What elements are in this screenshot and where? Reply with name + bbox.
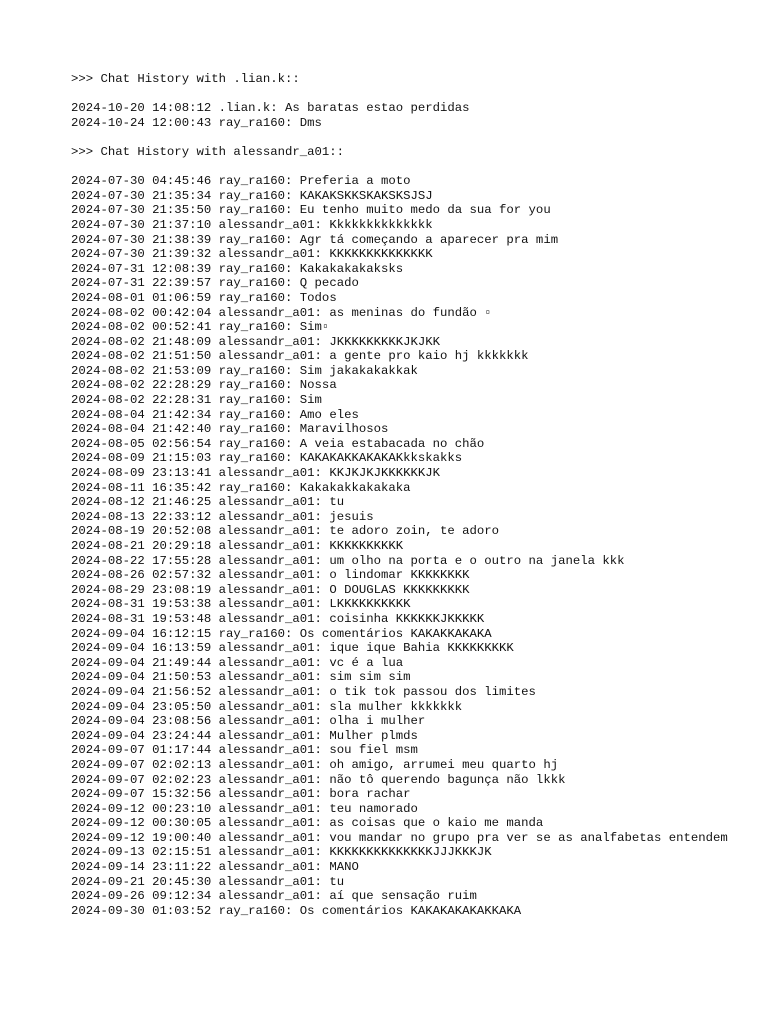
message-line: [71, 597, 751, 612]
message-timestamp: 2024-09-04 21:49:44: [71, 655, 212, 670]
message-timestamp: 2024-08-02 22:28:29: [71, 378, 212, 393]
message-line: [71, 670, 751, 685]
message-line: [71, 831, 751, 846]
message-author: alessandr_a01:: [218, 772, 322, 787]
message-line: [71, 481, 751, 496]
message-line: [71, 451, 751, 466]
message-text: jesuis: [329, 509, 374, 524]
blank-line: [71, 160, 751, 175]
message-author: alessandr_a01:: [218, 568, 322, 583]
message-author: alessandr_a01:: [218, 524, 322, 539]
message-line: [71, 714, 751, 729]
message-timestamp: 2024-08-29 23:08:19: [71, 582, 212, 597]
message-timestamp: 2024-08-12 21:46:25: [71, 495, 212, 510]
message-line: [71, 378, 751, 393]
message-line: [71, 364, 751, 379]
message-timestamp: 2024-09-21 20:45:30: [71, 874, 212, 889]
message-timestamp: 2024-09-07 02:02:23: [71, 772, 212, 787]
message-text: sim sim sim: [329, 670, 411, 685]
message-line: [71, 612, 751, 627]
message-line: [71, 860, 751, 875]
message-line: [71, 349, 751, 364]
message-timestamp: 2024-08-31 19:53:38: [71, 597, 212, 612]
message-text: ique ique Bahia KKKKKKKKK: [329, 641, 514, 656]
message-timestamp: 2024-08-09 21:15:03: [71, 451, 212, 466]
message-timestamp: 2024-09-12 19:00:40: [71, 830, 212, 845]
message-author: alessandr_a01:: [218, 743, 322, 758]
message-timestamp: 2024-08-21 20:29:18: [71, 539, 212, 553]
message-text: Sim▫: [299, 320, 330, 335]
message-line: [71, 816, 751, 831]
message-list: [71, 174, 751, 918]
message-author: ray_ra160:: [218, 276, 293, 291]
message-timestamp: 2024-09-12 00:30:05: [71, 816, 212, 831]
message-text: olha i mulher: [329, 714, 426, 729]
message-text: Kakakakkakakaka: [299, 480, 411, 495]
message-author: alessandr_a01:: [218, 655, 322, 670]
message-author: ray_ra160:: [218, 626, 293, 641]
message-text: bora rachar: [329, 787, 411, 802]
message-timestamp: 2024-08-02 00:42:04: [71, 305, 212, 320]
message-line: [71, 700, 751, 715]
message-text: coisinha KKKKKKJKKKKK: [329, 611, 485, 626]
message-text: aí que sensação ruim: [329, 889, 477, 904]
message-timestamp: 2024-07-30 21:39:32: [71, 247, 212, 262]
message-timestamp: 2024-08-09 23:13:41: [71, 466, 212, 481]
message-text: MANO: [329, 860, 359, 875]
message-author: ray_ra160:: [218, 436, 293, 451]
message-timestamp: 2024-09-07 02:02:13: [71, 757, 212, 772]
message-author: ray_ra160:: [218, 261, 293, 276]
message-line: [71, 554, 751, 569]
message-line: [71, 408, 751, 423]
message-timestamp: 2024-09-04 16:13:59: [71, 641, 212, 656]
message-author: alessandr_a01:: [218, 247, 322, 262]
blank-line: [71, 87, 751, 102]
message-text: Os comentários KAKAKKAKAKA: [299, 626, 492, 641]
message-timestamp: 2024-08-13 22:33:12: [71, 509, 212, 524]
message-author: alessandr_a01:: [218, 684, 322, 699]
message-line: [71, 568, 751, 583]
message-timestamp: 2024-07-30 21:38:39: [71, 232, 212, 247]
message-author: alessandr_a01:: [218, 757, 322, 772]
message-line: [71, 335, 751, 350]
message-line: [71, 656, 751, 671]
message-text: Os comentários KAKAKAKAKAKKAKA: [299, 903, 522, 918]
message-text: sou fiel msm: [329, 743, 418, 758]
message-text: sla mulher kkkkkkk: [329, 699, 463, 714]
message-timestamp: 2024-09-04 21:56:52: [71, 684, 212, 699]
message-text: Eu tenho muito medo da sua for you: [299, 203, 551, 218]
message-text: KKJKJKJKKKKKKJK: [329, 466, 441, 481]
message-line: [71, 422, 751, 437]
message-author: ray_ra160:: [218, 203, 293, 218]
message-author: alessandr_a01:: [218, 874, 322, 889]
message-author: alessandr_a01:: [218, 728, 322, 743]
message-line: [71, 276, 751, 291]
message-author: ray_ra160:: [218, 363, 293, 378]
message-author: .lian.k:: [218, 101, 278, 116]
message-line: [71, 773, 751, 788]
message-line: [71, 889, 751, 904]
message-text: Maravilhosos: [299, 422, 389, 437]
message-line: [71, 539, 751, 554]
message-timestamp: 2024-09-04 23:24:44: [71, 728, 212, 743]
message-author: alessandr_a01:: [218, 611, 322, 626]
message-text: vc é a lua: [329, 655, 404, 670]
message-timestamp: 2024-08-02 21:53:09: [71, 363, 212, 378]
message-author: ray_ra160:: [218, 320, 293, 335]
message-line: [71, 218, 751, 233]
message-line: [71, 787, 751, 802]
message-timestamp: 2024-07-31 22:39:57: [71, 276, 212, 291]
message-timestamp: 2024-08-02 00:52:41: [71, 320, 212, 335]
message-text: Nossa: [299, 378, 337, 393]
message-line: [71, 116, 751, 131]
message-author: alessandr_a01:: [218, 714, 322, 729]
message-timestamp: 2024-09-04 21:50:53: [71, 670, 212, 685]
message-author: alessandr_a01:: [218, 305, 322, 320]
message-text: O DOUGLAS KKKKKKKKK: [329, 582, 470, 597]
message-author: alessandr_a01:: [218, 845, 322, 860]
message-timestamp: 2024-08-31 19:53:48: [71, 611, 212, 626]
message-text: A veia estabacada no chão: [299, 436, 485, 451]
message-text: o lindomar KKKKKKKK: [329, 568, 470, 583]
message-text: KAKAKSKKSKAKSKSJSJ: [299, 188, 433, 203]
message-author: alessandr_a01:: [218, 641, 322, 656]
message-text: o tik tok passou dos limites: [329, 684, 536, 699]
message-text: a gente pro kaio hj kkkkkkk: [329, 349, 529, 364]
message-line: [71, 758, 751, 773]
message-timestamp: 2024-09-04 16:12:15: [71, 626, 212, 641]
message-timestamp: 2024-09-26 09:12:34: [71, 889, 212, 904]
message-timestamp: 2024-09-30 01:03:52: [71, 903, 212, 918]
message-timestamp: 2024-09-13 02:15:51: [71, 845, 212, 860]
message-text: tu: [329, 874, 345, 889]
message-text: JKKKKKKKKKJKJKK: [329, 334, 441, 349]
message-text: LKKKKKKKKKK: [329, 597, 411, 612]
message-text: Dms: [299, 115, 322, 130]
message-line: [71, 233, 751, 248]
message-text: não tô querendo bagunça não lkkk: [329, 772, 566, 787]
message-timestamp: 2024-08-02 22:28:31: [71, 393, 212, 408]
message-timestamp: 2024-09-04 23:08:56: [71, 714, 212, 729]
message-line: [71, 466, 751, 481]
message-author: ray_ra160:: [218, 290, 293, 305]
message-timestamp: 2024-07-30 21:35:34: [71, 188, 212, 203]
message-text: um olho na porta e o outro na janela kkk: [329, 553, 625, 568]
message-line: [71, 203, 751, 218]
message-text: Sim jakakakakkak: [299, 363, 418, 378]
message-timestamp: 2024-08-19 20:52:08: [71, 524, 212, 539]
message-line: [71, 743, 751, 758]
message-author: ray_ra160:: [218, 115, 293, 130]
message-text: teu namorado: [329, 801, 418, 816]
message-timestamp: 2024-08-01 01:06:59: [71, 290, 212, 305]
message-line: [71, 247, 751, 262]
message-line: [71, 320, 751, 335]
message-line: [71, 510, 751, 525]
message-timestamp: 2024-09-04 23:05:50: [71, 699, 212, 714]
message-text: As baratas estao perdidas: [285, 101, 470, 116]
message-author: alessandr_a01:: [218, 553, 322, 568]
message-author: ray_ra160:: [218, 407, 293, 422]
message-line: [71, 174, 751, 189]
message-text: Q pecado: [299, 276, 359, 291]
message-line: [71, 627, 751, 642]
message-list: [71, 101, 751, 130]
message-text: Agr tá começando a aparecer pra mim: [299, 232, 559, 247]
message-timestamp: 2024-08-22 17:55:28: [71, 553, 212, 568]
message-author: ray_ra160:: [218, 480, 293, 495]
message-line: [71, 524, 751, 539]
message-line: [71, 802, 751, 817]
blank-line: [71, 130, 751, 145]
message-timestamp: 2024-07-31 12:08:39: [71, 261, 212, 276]
message-author: ray_ra160:: [218, 903, 293, 918]
message-author: alessandr_a01:: [218, 816, 322, 831]
message-author: alessandr_a01:: [218, 787, 322, 802]
message-line: [71, 189, 751, 204]
message-line: [71, 101, 751, 116]
message-text: Preferia a moto: [299, 174, 411, 189]
message-line: [71, 262, 751, 277]
message-author: alessandr_a01:: [218, 334, 322, 349]
message-text: Kakakakakaksks: [299, 261, 404, 276]
message-timestamp: 2024-07-30 21:35:50: [71, 203, 212, 218]
message-author: alessandr_a01:: [218, 597, 322, 612]
message-author: ray_ra160:: [218, 188, 293, 203]
message-text: as meninas do fundão ▫: [329, 305, 492, 320]
message-text: oh amigo, arrumei meu quarto hj: [329, 757, 559, 772]
message-timestamp: 2024-10-20 14:08:12: [71, 101, 212, 116]
section-header: >>> Chat History with .lian.k::: [71, 72, 300, 86]
message-text: vou mandar no grupo pra ver se as analfabetas entendem: [329, 830, 728, 845]
message-text: KKKKKKKKKK: [329, 539, 404, 553]
message-author: ray_ra160:: [218, 378, 293, 393]
message-author: alessandr_a01:: [218, 495, 322, 510]
message-author: alessandr_a01:: [218, 582, 322, 597]
message-timestamp: 2024-08-02 21:51:50: [71, 349, 212, 364]
message-line: [71, 583, 751, 598]
message-timestamp: 2024-09-07 01:17:44: [71, 743, 212, 758]
message-line: [71, 306, 751, 321]
message-timestamp: 2024-07-30 21:37:10: [71, 217, 212, 232]
message-timestamp: 2024-08-26 02:57:32: [71, 568, 212, 583]
message-timestamp: 2024-08-02 21:48:09: [71, 334, 212, 349]
message-text: KAKAKAKKAKAKAKkkskakks: [299, 451, 463, 466]
message-text: as coisas que o kaio me manda: [329, 816, 544, 831]
message-timestamp: 2024-08-11 16:35:42: [71, 480, 212, 495]
message-timestamp: 2024-10-24 12:00:43: [71, 115, 212, 130]
message-author: alessandr_a01:: [218, 801, 322, 816]
message-line: [71, 437, 751, 452]
message-author: ray_ra160:: [218, 393, 293, 408]
message-text: KKKKKKKKKKKKKKJJJKKKJK: [329, 845, 492, 860]
chat-section-alessandr: [71, 145, 751, 918]
message-author: alessandr_a01:: [218, 509, 322, 524]
message-author: alessandr_a01:: [218, 889, 322, 904]
message-text: Sim: [299, 393, 322, 408]
message-line: [71, 729, 751, 744]
message-line: [71, 641, 751, 656]
message-author: ray_ra160:: [218, 422, 293, 437]
message-text: Amo eles: [299, 407, 359, 422]
message-timestamp: 2024-09-14 23:11:22: [71, 860, 212, 875]
message-line: [71, 875, 751, 890]
chat-section-lian: [71, 72, 751, 130]
message-author: ray_ra160:: [218, 451, 293, 466]
message-author: alessandr_a01:: [218, 539, 322, 553]
message-text: Kkkkkkkkkkkkkk: [329, 217, 433, 232]
message-author: alessandr_a01:: [218, 466, 322, 481]
message-author: alessandr_a01:: [218, 670, 322, 685]
message-timestamp: 2024-09-12 00:23:10: [71, 801, 212, 816]
message-author: alessandr_a01:: [218, 860, 322, 875]
message-timestamp: 2024-09-07 15:32:56: [71, 787, 212, 802]
message-author: ray_ra160:: [218, 174, 293, 189]
chat-log-document: [71, 72, 751, 918]
message-line: [71, 291, 751, 306]
message-author: alessandr_a01:: [218, 349, 322, 364]
message-text: Todos: [299, 290, 337, 305]
message-text: tu: [329, 495, 345, 510]
message-line: [71, 904, 751, 919]
message-author: alessandr_a01:: [218, 217, 322, 232]
message-text: Mulher plmds: [329, 728, 418, 743]
message-text: te adoro zoin, te adoro: [329, 524, 500, 539]
message-line: [71, 845, 751, 860]
message-timestamp: 2024-07-30 04:45:46: [71, 174, 212, 189]
message-line: [71, 685, 751, 700]
message-author: alessandr_a01:: [218, 699, 322, 714]
message-timestamp: 2024-08-04 21:42:40: [71, 422, 212, 437]
message-author: ray_ra160:: [218, 232, 293, 247]
message-line: [71, 495, 751, 510]
message-timestamp: 2024-08-04 21:42:34: [71, 407, 212, 422]
section-header: >>> Chat History with alessandr_a01::: [71, 144, 345, 159]
message-timestamp: 2024-08-05 02:56:54: [71, 436, 212, 451]
message-line: [71, 393, 751, 408]
message-text: KKKKKKKKKKKKKK: [329, 247, 433, 262]
message-author: alessandr_a01:: [218, 830, 322, 845]
